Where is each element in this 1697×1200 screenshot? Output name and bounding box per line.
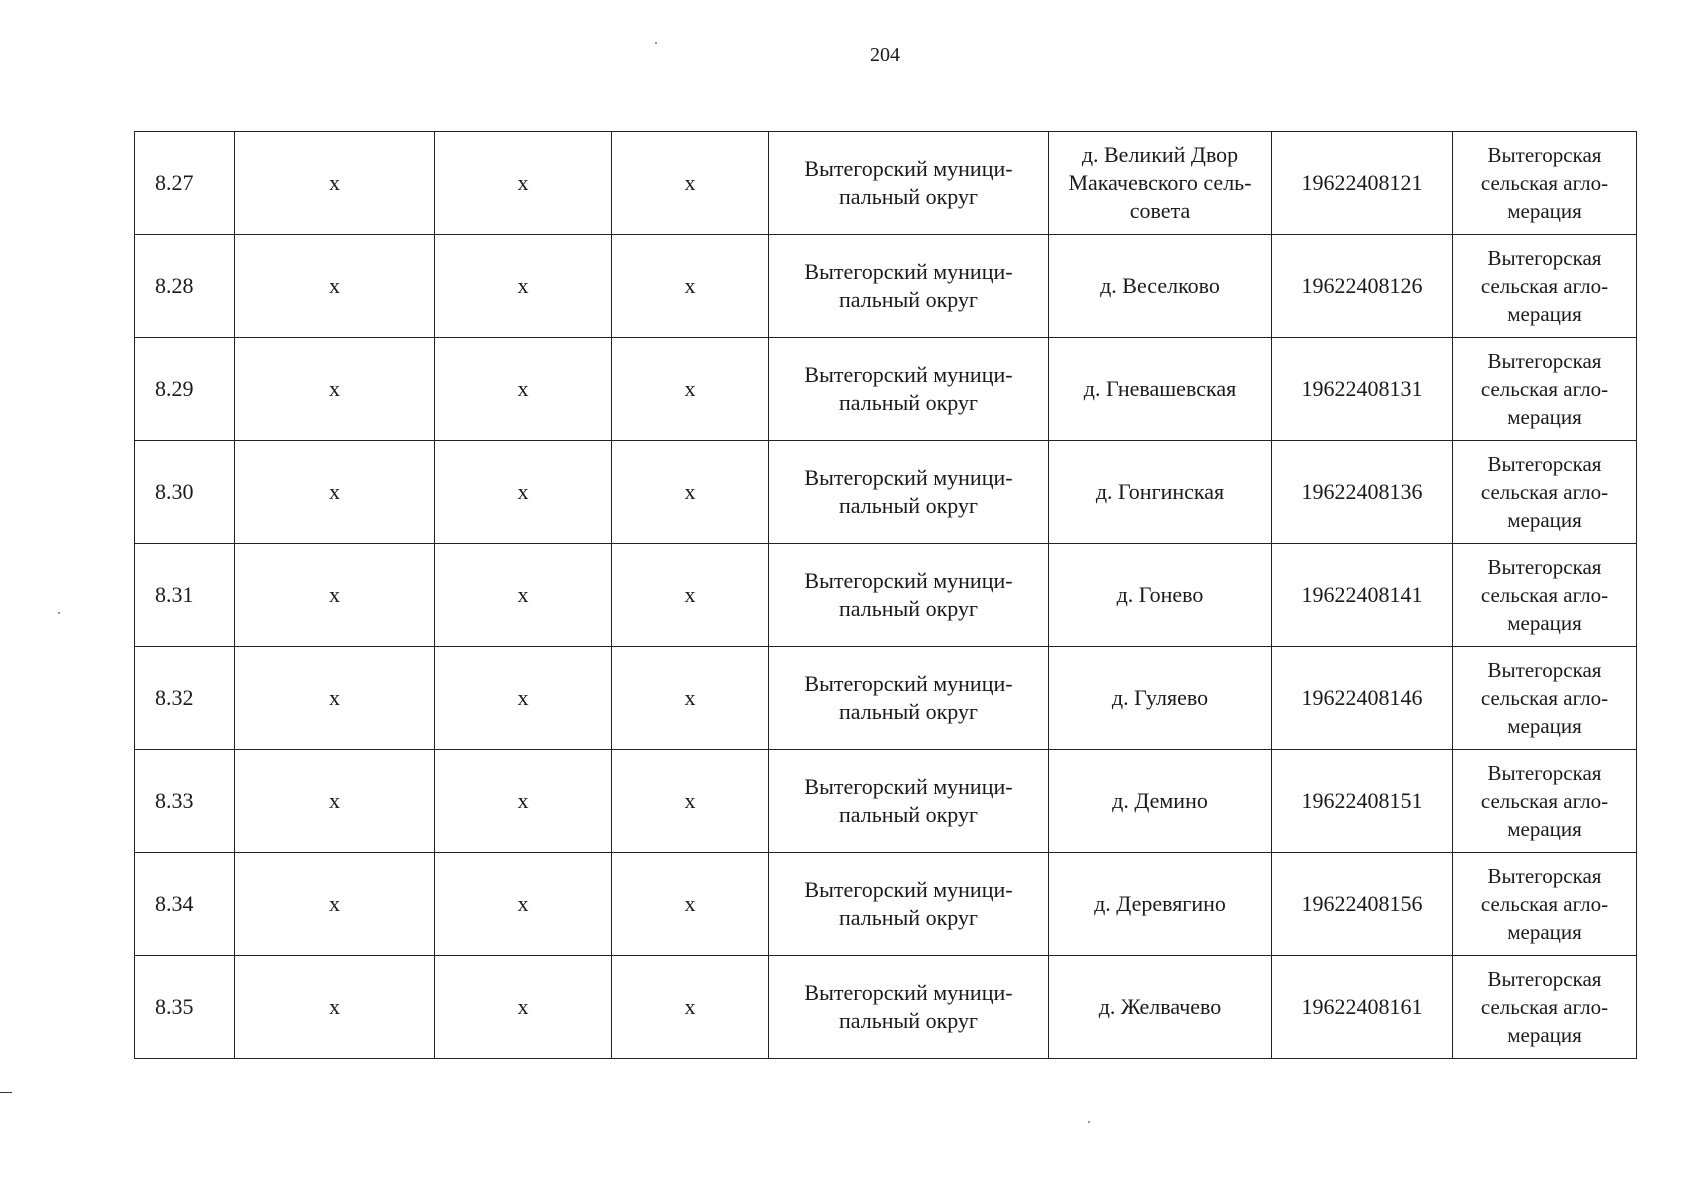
mark-cell: x (235, 338, 435, 441)
district-cell: Вытегорский муници-пальный округ (769, 956, 1049, 1059)
district-cell: Вытегорский муници-пальный округ (769, 441, 1049, 544)
district-cell: Вытегорский муници-пальный округ (769, 338, 1049, 441)
mark-cell: x (235, 441, 435, 544)
mark-cell: x (612, 853, 769, 956)
row-number-cell: 8.27 (135, 132, 235, 235)
district-cell: Вытегорский муници-пальный округ (769, 750, 1049, 853)
settlement-cell: д. Гневашевская (1049, 338, 1272, 441)
oktmo-code-cell: 19622408121 (1272, 132, 1453, 235)
settlement-cell: д. Желвачево (1049, 956, 1272, 1059)
mark-cell: x (435, 956, 612, 1059)
table-row (135, 544, 1637, 647)
mark-cell: x (235, 544, 435, 647)
row-number-cell: 8.35 (135, 956, 235, 1059)
settlement-cell: д. Великий Двор Макачевского сель-совета (1049, 132, 1272, 235)
row-number-cell: 8.33 (135, 750, 235, 853)
oktmo-code-cell: 19622408131 (1272, 338, 1453, 441)
mark-cell: x (235, 132, 435, 235)
table-row (135, 750, 1637, 853)
table-body (135, 132, 1637, 1059)
row-number-cell: 8.32 (135, 647, 235, 750)
page-number: 204 (870, 44, 900, 66)
agglomeration-cell: Вытегорская сельская агло-мерация (1453, 750, 1637, 853)
row-number-cell: 8.29 (135, 338, 235, 441)
agglomeration-cell: Вытегорская сельская агло-мерация (1453, 956, 1637, 1059)
mark-cell: x (435, 338, 612, 441)
agglomeration-cell: Вытегорская сельская агло-мерация (1453, 338, 1637, 441)
mark-cell: x (612, 647, 769, 750)
mark-cell: x (435, 853, 612, 956)
agglomeration-cell: Вытегорская сельская агло-мерация (1453, 853, 1637, 956)
row-number-cell: 8.31 (135, 544, 235, 647)
oktmo-code-cell: 19622408156 (1272, 853, 1453, 956)
settlement-cell: д. Веселково (1049, 235, 1272, 338)
row-number-cell: 8.34 (135, 853, 235, 956)
agglomeration-cell: Вытегорская сельская агло-мерация (1453, 132, 1637, 235)
mark-cell: x (235, 853, 435, 956)
mark-cell: x (612, 338, 769, 441)
mark-cell: x (435, 750, 612, 853)
agglomeration-cell: Вытегорская сельская агло-мерация (1453, 235, 1637, 338)
table-row (135, 647, 1637, 750)
settlement-cell: д. Деревягино (1049, 853, 1272, 956)
district-cell: Вытегорский муници-пальный округ (769, 544, 1049, 647)
oktmo-code-cell: 19622408136 (1272, 441, 1453, 544)
settlement-cell: д. Демино (1049, 750, 1272, 853)
district-cell: Вытегорский муници-пальный округ (769, 235, 1049, 338)
mark-cell: x (612, 132, 769, 235)
mark-cell: x (612, 441, 769, 544)
scan-dot (655, 42, 657, 44)
mark-cell: x (612, 544, 769, 647)
mark-cell: x (235, 750, 435, 853)
oktmo-code-cell: 19622408151 (1272, 750, 1453, 853)
oktmo-code-cell: 19622408161 (1272, 956, 1453, 1059)
settlements-table (134, 131, 1637, 1059)
table-row (135, 235, 1637, 338)
oktmo-code-cell: 19622408126 (1272, 235, 1453, 338)
mark-cell: x (435, 235, 612, 338)
margin-mark (0, 1092, 12, 1093)
district-cell: Вытегорский муници-пальный округ (769, 853, 1049, 956)
table-row (135, 132, 1637, 235)
mark-cell: x (435, 544, 612, 647)
table-row (135, 956, 1637, 1059)
table-row (135, 441, 1637, 544)
scan-dot (58, 612, 60, 614)
settlement-cell: д. Гуляево (1049, 647, 1272, 750)
oktmo-code-cell: 19622408146 (1272, 647, 1453, 750)
row-number-cell: 8.28 (135, 235, 235, 338)
mark-cell: x (235, 956, 435, 1059)
mark-cell: x (612, 750, 769, 853)
row-number-cell: 8.30 (135, 441, 235, 544)
table-row (135, 338, 1637, 441)
mark-cell: x (235, 235, 435, 338)
district-cell: Вытегорский муници-пальный округ (769, 647, 1049, 750)
agglomeration-cell: Вытегорская сельская агло-мерация (1453, 647, 1637, 750)
mark-cell: x (435, 647, 612, 750)
mark-cell: x (612, 956, 769, 1059)
scan-dot (1088, 1121, 1090, 1123)
table-row (135, 853, 1637, 956)
mark-cell: x (435, 441, 612, 544)
settlement-cell: д. Гонево (1049, 544, 1272, 647)
settlement-cell: д. Гонгинская (1049, 441, 1272, 544)
oktmo-code-cell: 19622408141 (1272, 544, 1453, 647)
district-cell: Вытегорский муници-пальный округ (769, 132, 1049, 235)
mark-cell: x (235, 647, 435, 750)
agglomeration-cell: Вытегорская сельская агло-мерация (1453, 441, 1637, 544)
mark-cell: x (435, 132, 612, 235)
mark-cell: x (612, 235, 769, 338)
agglomeration-cell: Вытегорская сельская агло-мерация (1453, 544, 1637, 647)
